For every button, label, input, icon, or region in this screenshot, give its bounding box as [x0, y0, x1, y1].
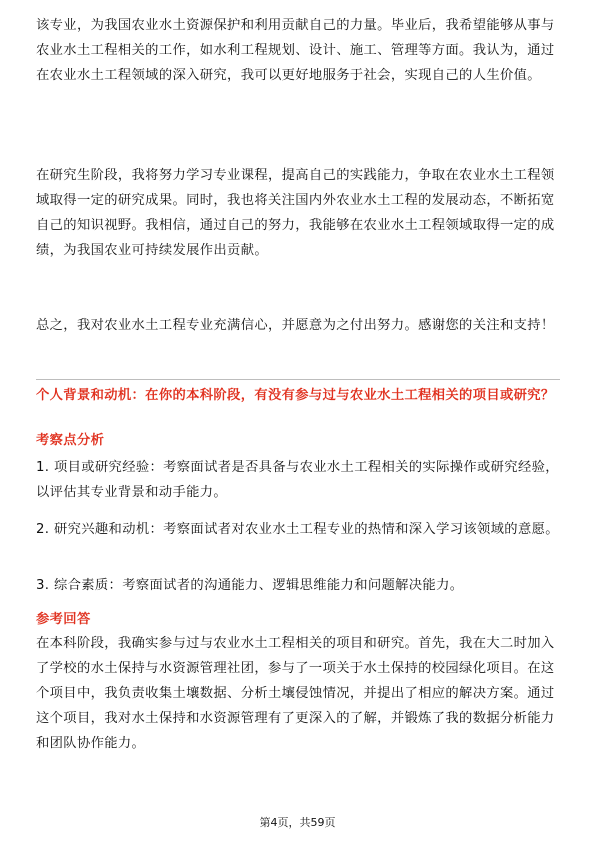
answer-heading: 参考回答 [36, 612, 91, 627]
intro-paragraph-2: 在研究生阶段，我将努力学习专业课程，提高自己的实践能力，争取在农业水土工程领域取得一定的研究成果。同时，我也将关注国内外农业水土工程的发展动态，不断拓宽自己的知识视野。我相信，通过自己的努力，我能够在农业水土工程领域取得一定的成绩，为我国农业可持续发展作出贡献。 [36, 168, 555, 258]
intro-paragraph-3: 总之，我对农业水土工程专业充满信心，并愿意为之付出努力。感谢您的关注和支持！ [36, 318, 555, 333]
page-number-footer: 第4页，共59页 [259, 816, 336, 829]
answer-paragraph: 在本科阶段，我确实参与过与农业水土工程相关的项目和研究。首先，我在大二时加入了学校的水土保持与水资源管理社团，参与了一项关于水土保持的校园绿化项目。在这个项目中，我负责收集土壤数据、分析土壤侵蚀情况，并提出了相应的解决方案。通过这个项目，我对水土保持和水资源管理有了更深入的了解，并锻炼了我的数据分析能力和团队协作能力。 [36, 636, 555, 751]
intro-paragraph-1: 该专业，为我国农业水土资源保护和利用贡献自己的力量。毕业后，我希望能够从事与农业水土工程相关的工作，如水利工程规划、设计、施工、管理等方面。我认为，通过在农业水土工程领域的深入研究，我可以更好地服务于社会，实现自己的人生价值。 [36, 18, 555, 83]
section-divider [36, 379, 560, 380]
analysis-item-1: 1. 项目或研究经验：考察面试者是否具备与农业水土工程相关的实际操作或研究经验，以评估其专业背景和动手能力。 [36, 460, 559, 500]
analysis-item-3: 3. 综合素质：考察面试者的沟通能力、逻辑思维能力和问题解决能力。 [36, 578, 464, 593]
analysis-item-2: 2. 研究兴趣和动机：考察面试者对农业水土工程专业的热情和深入学习该领域的意愿。 [36, 522, 559, 537]
interview-question: 个人背景和动机：在你的本科阶段，有没有参与过与农业水土工程相关的项目或研究？ [36, 388, 555, 403]
analysis-heading: 考察点分析 [36, 433, 105, 448]
